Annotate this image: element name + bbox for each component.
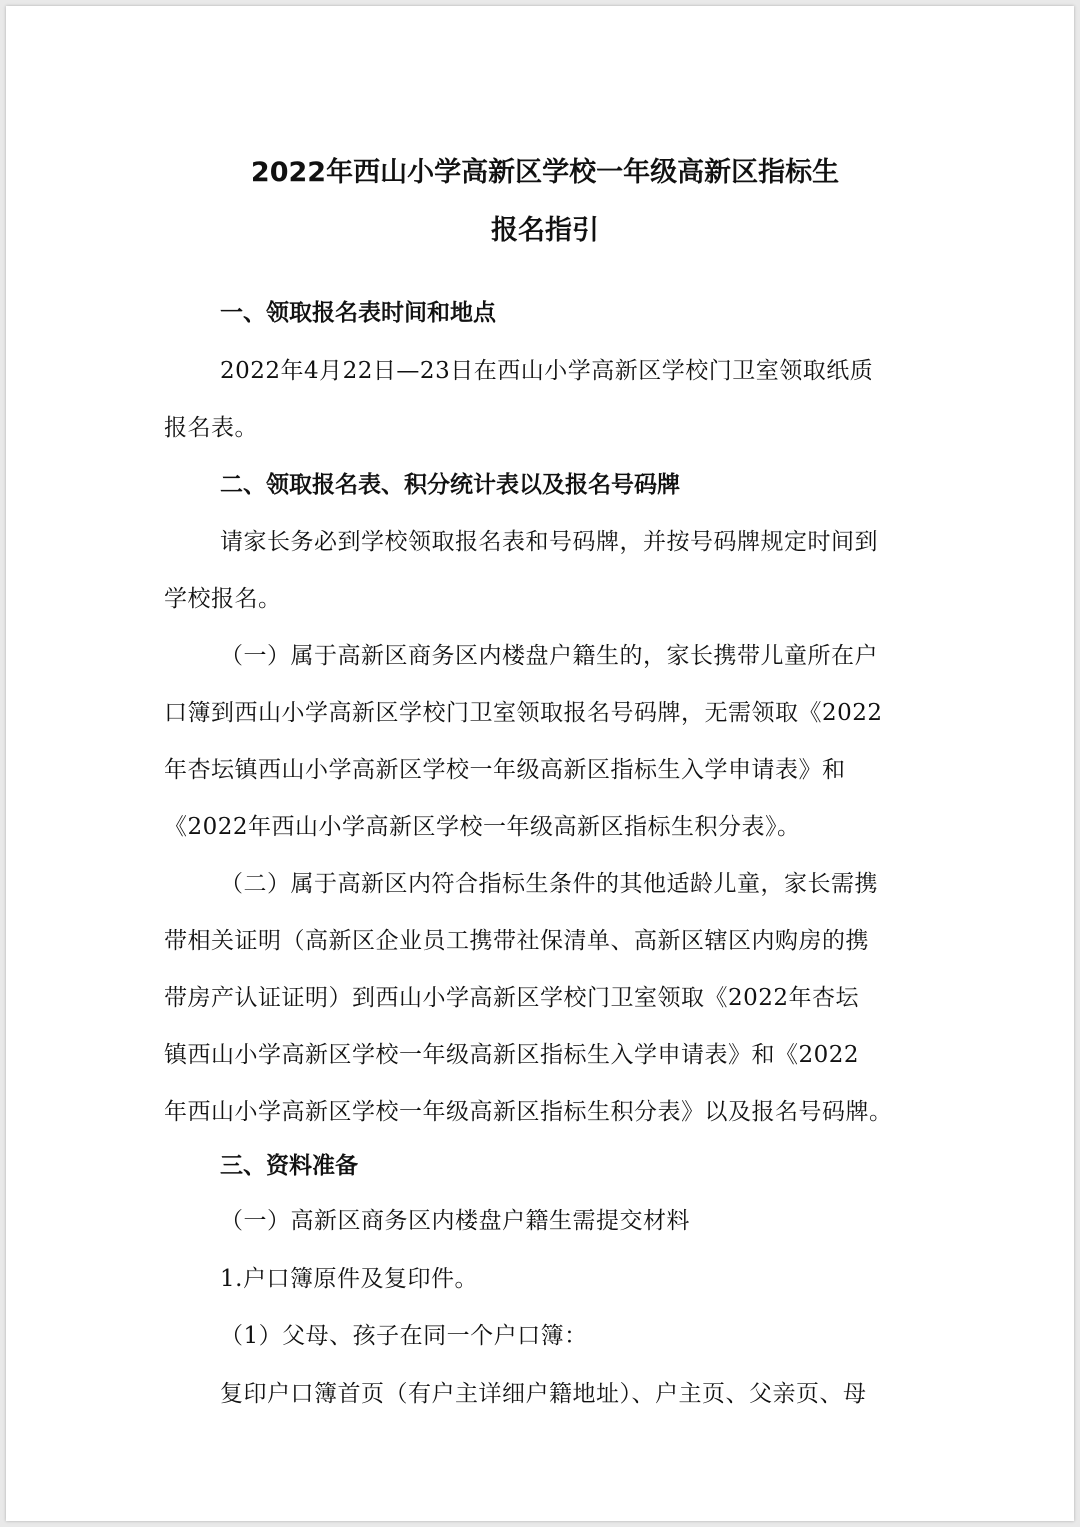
section-1-paragraph-line: 报名表。 [164,415,258,441]
section-2-item-2-line: 镇西山小学高新区学校一年级高新区指标生入学申请表》和《2022 [164,1042,860,1068]
section-1-paragraph-line: 2022年4月22日—23日在西山小学高新区学校门卫室领取纸质 [220,358,874,384]
section-2-item-2-line: 年西山小学高新区学校一年级高新区指标生积分表》以及报名号码牌。 [164,1099,893,1125]
document-page [6,6,1074,1521]
section-2-item-2-line: 带相关证明（高新区企业员工携带社保清单、高新区辖区内购房的携 [164,928,869,954]
section-2-item-1-line: （一）属于高新区商务区内楼盘户籍生的，家长携带儿童所在户 [220,643,878,669]
section-3-list-item: （1）父母、孩子在同一个户口簿： [220,1323,588,1349]
section-2-heading: 二、领取报名表、积分统计表以及报名号码牌 [220,472,680,498]
section-2-paragraph-line: 学校报名。 [164,586,282,612]
section-3-paragraph-line: 复印户口簿首页（有户主详细户籍地址）、户主页、父亲页、母 [220,1381,867,1407]
document-title-line1: 2022年西山小学高新区学校一年级高新区指标生 [250,157,840,188]
section-2-paragraph-line: 请家长务必到学校领取报名表和号码牌，并按号码牌规定时间到 [220,529,878,555]
section-3-list-item: 1.户口簿原件及复印件。 [220,1266,478,1292]
section-3-subheading: （一）高新区商务区内楼盘户籍生需提交材料 [220,1208,690,1234]
section-3-heading: 三、资料准备 [220,1153,358,1179]
section-2-item-2-line: 带房产认证证明）到西山小学高新区学校门卫室领取《2022年杏坛 [164,985,860,1011]
section-2-item-2-line: （二）属于高新区内符合指标生条件的其他适龄儿童，家长需携 [220,871,878,897]
section-2-item-1-line: 年杏坛镇西山小学高新区学校一年级高新区指标生入学申请表》和 [164,757,846,783]
section-1-heading: 一、领取报名表时间和地点 [220,300,496,326]
section-2-item-1-line: 《2022年西山小学高新区学校一年级高新区指标生积分表》。 [164,814,801,840]
section-2-item-1-line: 口簿到西山小学高新区学校门卫室领取报名号码牌，无需领取《2022 [164,700,883,726]
document-title-line2: 报名指引 [491,215,599,246]
